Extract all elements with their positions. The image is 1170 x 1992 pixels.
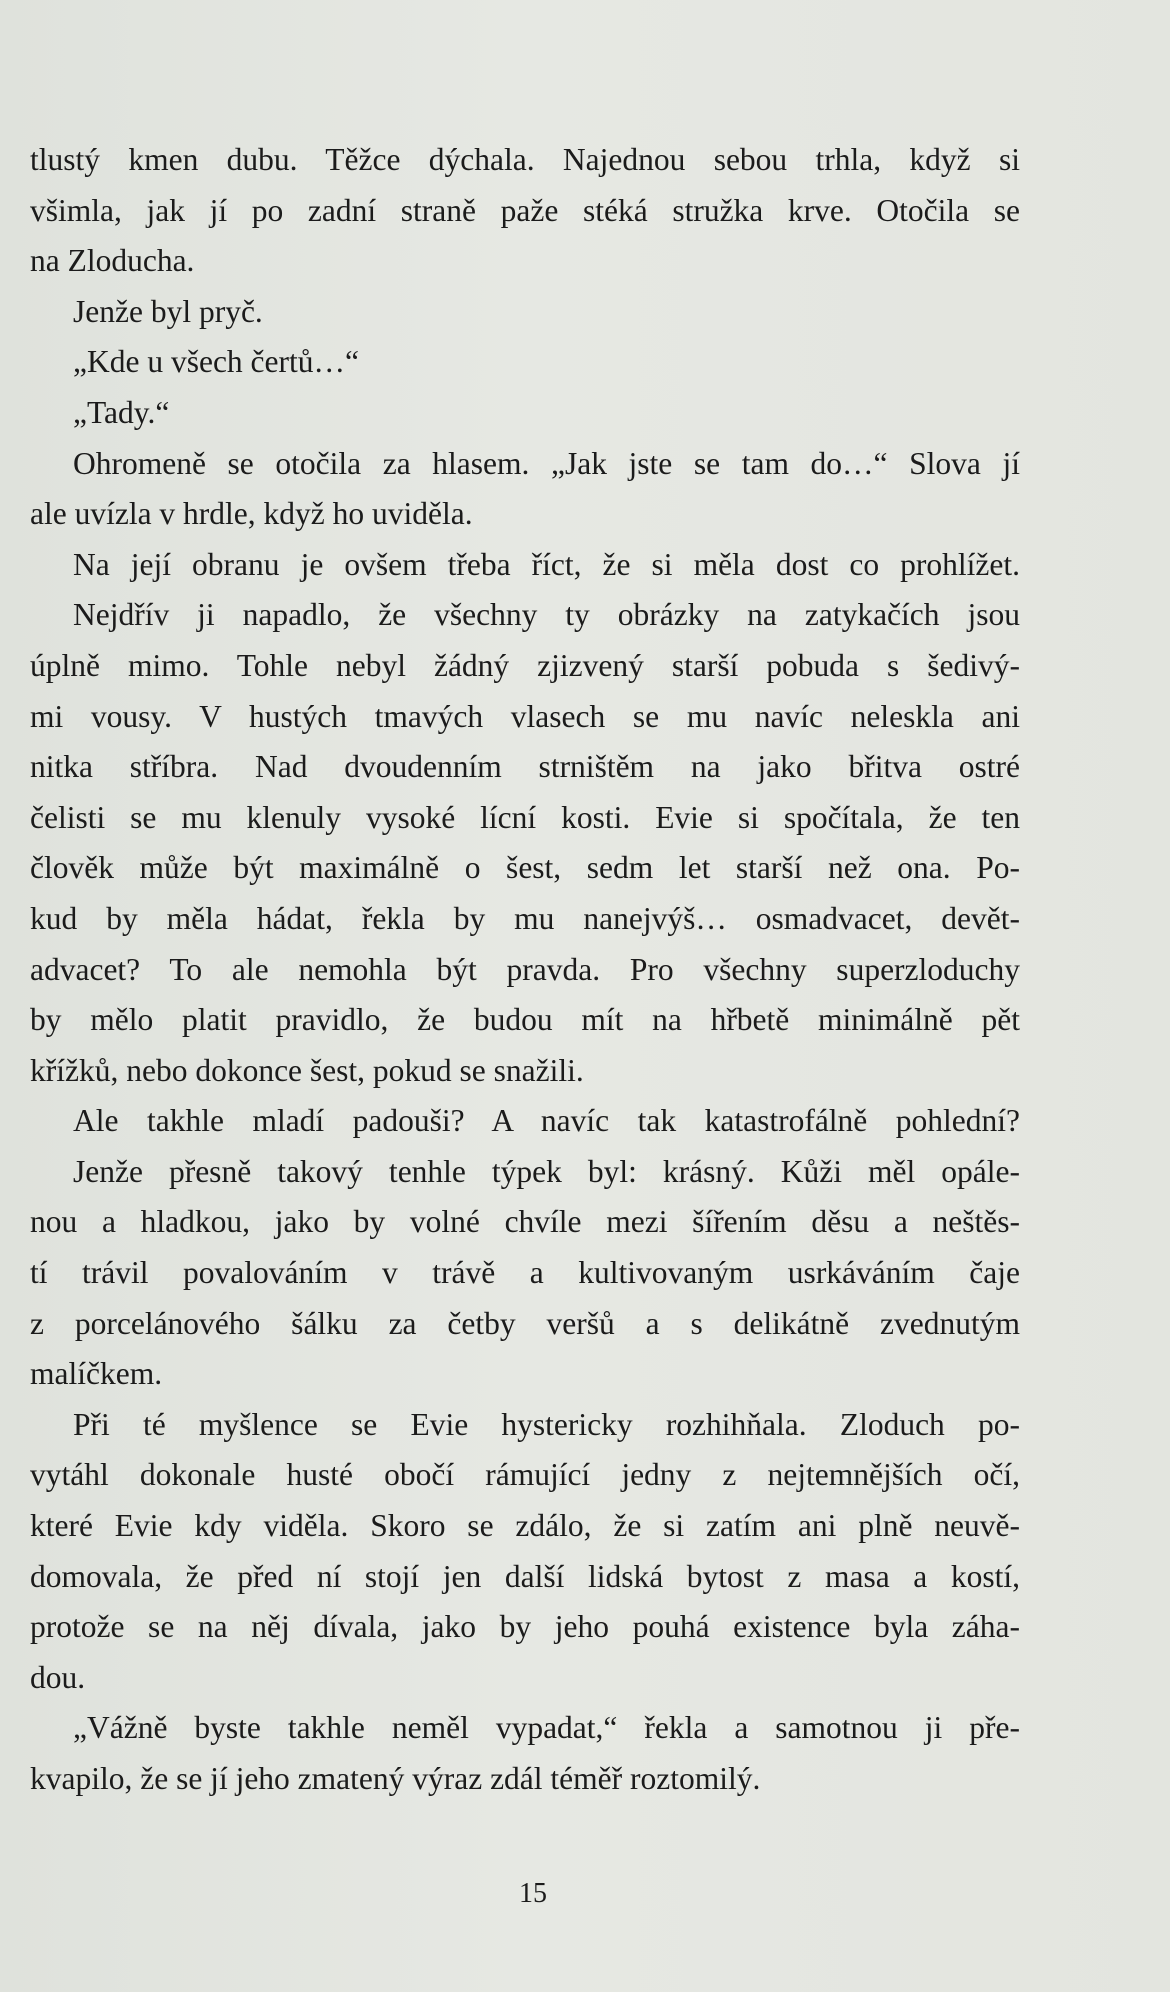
text-line: „Tady.“: [73, 394, 170, 430]
text-line: čelisti se mu klenuly vysoké lícní kosti. Evie si spočítala, že ten: [30, 799, 1020, 835]
text-line: ale uvízla v hrdle, když ho uviděla.: [30, 496, 473, 532]
page-number: 15: [519, 1878, 547, 1909]
text-line: všimla, jak jí po zadní straně paže stéká stružka krve. Otočila se: [30, 192, 1020, 228]
text-line: Ale takhle mladí padouši? A navíc tak katastrofálně pohlední?: [73, 1103, 1020, 1139]
text-line: domovala, že před ní stojí jen další lidská bytost z masa a kostí,: [30, 1558, 1020, 1594]
text-line: na Zloducha.: [30, 243, 195, 279]
text-line: tlustý kmen dubu. Těžce dýchala. Najednou sebou trhla, když si: [30, 142, 1020, 177]
text-line: by mělo platit pravidlo, že budou mít na hřbetě minimálně pět: [30, 1002, 1020, 1038]
text-line: Nejdřív ji napadlo, že všechny ty obrázky na zatykačích jsou: [73, 597, 1020, 633]
text-line: Ohromeně se otočila za hlasem. „Jak jste se tam do…“ Slova jí: [73, 445, 1020, 481]
text-line: kvapilo, že se jí jeho zmatený výraz zdál téměř roztomilý.: [30, 1761, 761, 1796]
text-line: které Evie kdy viděla. Skoro se zdálo, že si zatím ani plně neuvě-: [30, 1508, 1020, 1544]
page-text: [30, 135, 1020, 1805]
text-line: protože se na něj dívala, jako by jeho pouhá existence byla záha-: [30, 1609, 1020, 1645]
text-line: advacet? To ale nemohla být pravda. Pro všechny superzloduchy: [30, 951, 1020, 987]
text-line: křížků, nebo dokonce šest, pokud se snažili.: [30, 1052, 584, 1088]
text-line: člověk může být maximálně o šest, sedm let starší než ona. Po-: [30, 850, 1020, 886]
text-line: „Vážně byste takhle neměl vypadat,“ řekla a samotnou ji pře-: [73, 1710, 1020, 1746]
text-line: úplně mimo. Tohle nebyl žádný zjizvený starší pobuda s šedivý-: [30, 647, 1020, 683]
text-line: Jenže byl pryč.: [73, 293, 263, 329]
text-line: tí trávil povalováním v trávě a kultivovaným usrkáváním čaje: [30, 1255, 1020, 1291]
text-line: dou.: [30, 1659, 86, 1695]
text-line: kud by měla hádat, řekla by mu nanejvýš… osmadvacet, devět-: [30, 900, 1020, 936]
text-line: vytáhl dokonale husté obočí rámující jedny z nejtemnějších očí,: [30, 1457, 1020, 1493]
text-line: mi vousy. V hustých tmavých vlasech se mu navíc neleskla ani: [30, 698, 1020, 734]
text-line: nou a hladkou, jako by volné chvíle mezi šířením děsu a neštěs-: [30, 1204, 1020, 1240]
text-line: nitka stříbra. Nad dvoudenním strništěm na jako břitva ostré: [30, 749, 1020, 785]
text-line: Na její obranu je ovšem třeba říct, že si měla dost co prohlížet.: [73, 546, 1020, 582]
text-line: malíčkem.: [30, 1356, 163, 1392]
text-line: Jenže přesně takový tenhle týpek byl: krásný. Kůži měl opále-: [73, 1153, 1020, 1189]
text-line: Při té myšlence se Evie hystericky rozhihňala. Zloduch po-: [73, 1406, 1020, 1442]
text-line: „Kde u všech čertů…“: [73, 344, 359, 380]
text-line: z porcelánového šálku za četby veršů a s delikátně zvednutým: [30, 1305, 1020, 1341]
